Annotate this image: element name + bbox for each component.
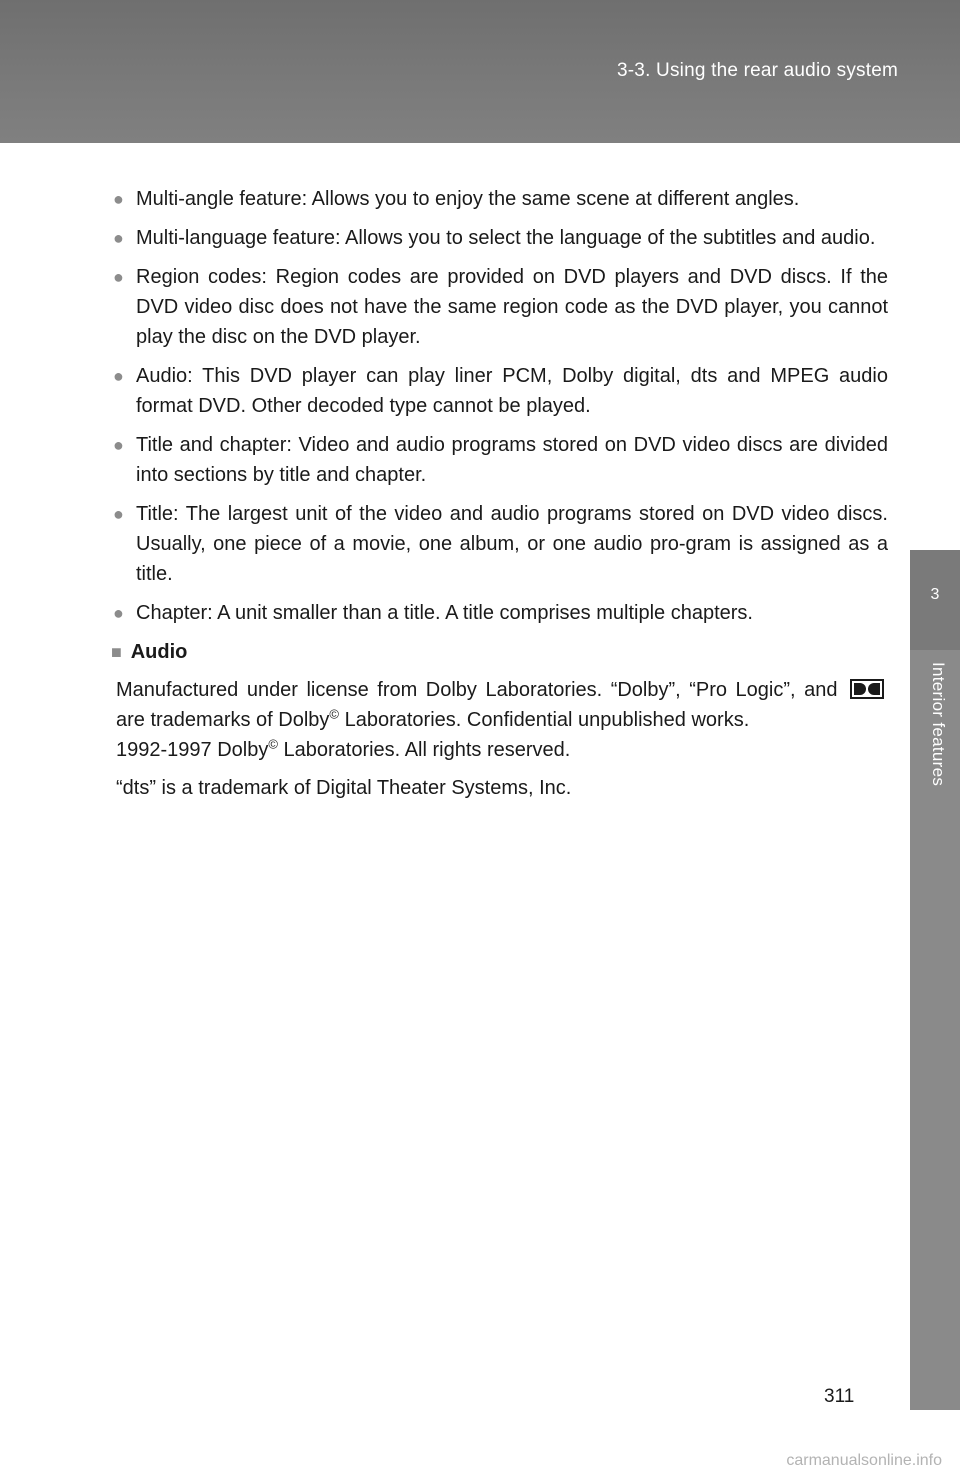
bullet-text: Title: The largest unit of the video and audio programs stored on DVD video discs. Usually, one piece of a movie, one album, or one audio pro-gram is assigned as a title. <box>136 503 888 585</box>
bullet-text: Title and chapter: Video and audio programs stored on DVD video discs are divided into sections by title and chapter. <box>136 434 888 486</box>
dolby-rights-text-1: 1992-1997 Dolby <box>116 739 269 761</box>
copyright-icon: © <box>268 736 278 752</box>
dolby-license-text-1: Manufactured under license from Dolby Laboratories. “Dolby”, “Pro Logic”, and <box>116 679 838 701</box>
watermark: carmanualsonline.info <box>786 1452 942 1469</box>
section-marker-icon: ■ <box>111 642 122 662</box>
dts-trademark-paragraph: “dts” is a trademark of Digital Theater Systems, Inc. <box>116 777 572 799</box>
page-content <box>111 184 888 811</box>
copyright-icon: © <box>329 706 340 722</box>
bullet-item <box>113 262 888 352</box>
audio-heading-text: Audio <box>130 641 188 663</box>
bullet-text: Multi-language feature: Allows you to select the language of the subtitles and audio. <box>136 227 876 249</box>
bullet-item <box>113 430 888 490</box>
chapter-number: 3 <box>930 586 940 603</box>
bullet-icon: ● <box>113 435 124 455</box>
bullet-text: Multi-angle feature: Allows you to enjoy the same scene at different angles. <box>136 188 800 210</box>
dolby-double-d-icon <box>850 679 884 699</box>
bullet-icon: ● <box>113 228 124 248</box>
bullet-text: Chapter: A unit smaller than a title. A title comprises multiple chapters. <box>136 602 753 624</box>
bullet-item <box>113 598 888 628</box>
bullet-icon: ● <box>113 267 124 287</box>
bullet-icon: ● <box>113 189 124 209</box>
bullet-text: Region codes: Region codes are provided on DVD players and DVD discs. If the DVD video disc does not have the same region code as the DVD player, you cannot play the disc on the DVD player. <box>136 266 888 348</box>
bullet-icon: ● <box>113 366 124 386</box>
bullet-item <box>113 361 888 421</box>
bullet-text: Audio: This DVD player can play liner PCM, Dolby digital, dts and MPEG audio format DVD. Other decoded type cannot be played. <box>136 365 888 417</box>
bullet-item <box>113 499 888 589</box>
page-number: 311 <box>824 1386 855 1407</box>
dolby-license-paragraph <box>116 675 888 765</box>
bullet-icon: ● <box>113 504 124 524</box>
dolby-license-text-3: Laboratories. Confidential unpublished works. <box>344 709 750 731</box>
page-section-title: 3-3. Using the rear audio system <box>617 60 898 81</box>
dolby-license-text-2: are trademarks of Dolby <box>116 709 330 731</box>
bullet-item <box>113 223 888 253</box>
bullet-icon: ● <box>113 603 124 623</box>
bullet-item <box>113 184 888 214</box>
audio-section-heading <box>111 637 888 667</box>
dolby-rights-text-2: Laboratories. All rights reserved. <box>283 739 571 761</box>
chapter-label: Interior features <box>929 662 948 787</box>
